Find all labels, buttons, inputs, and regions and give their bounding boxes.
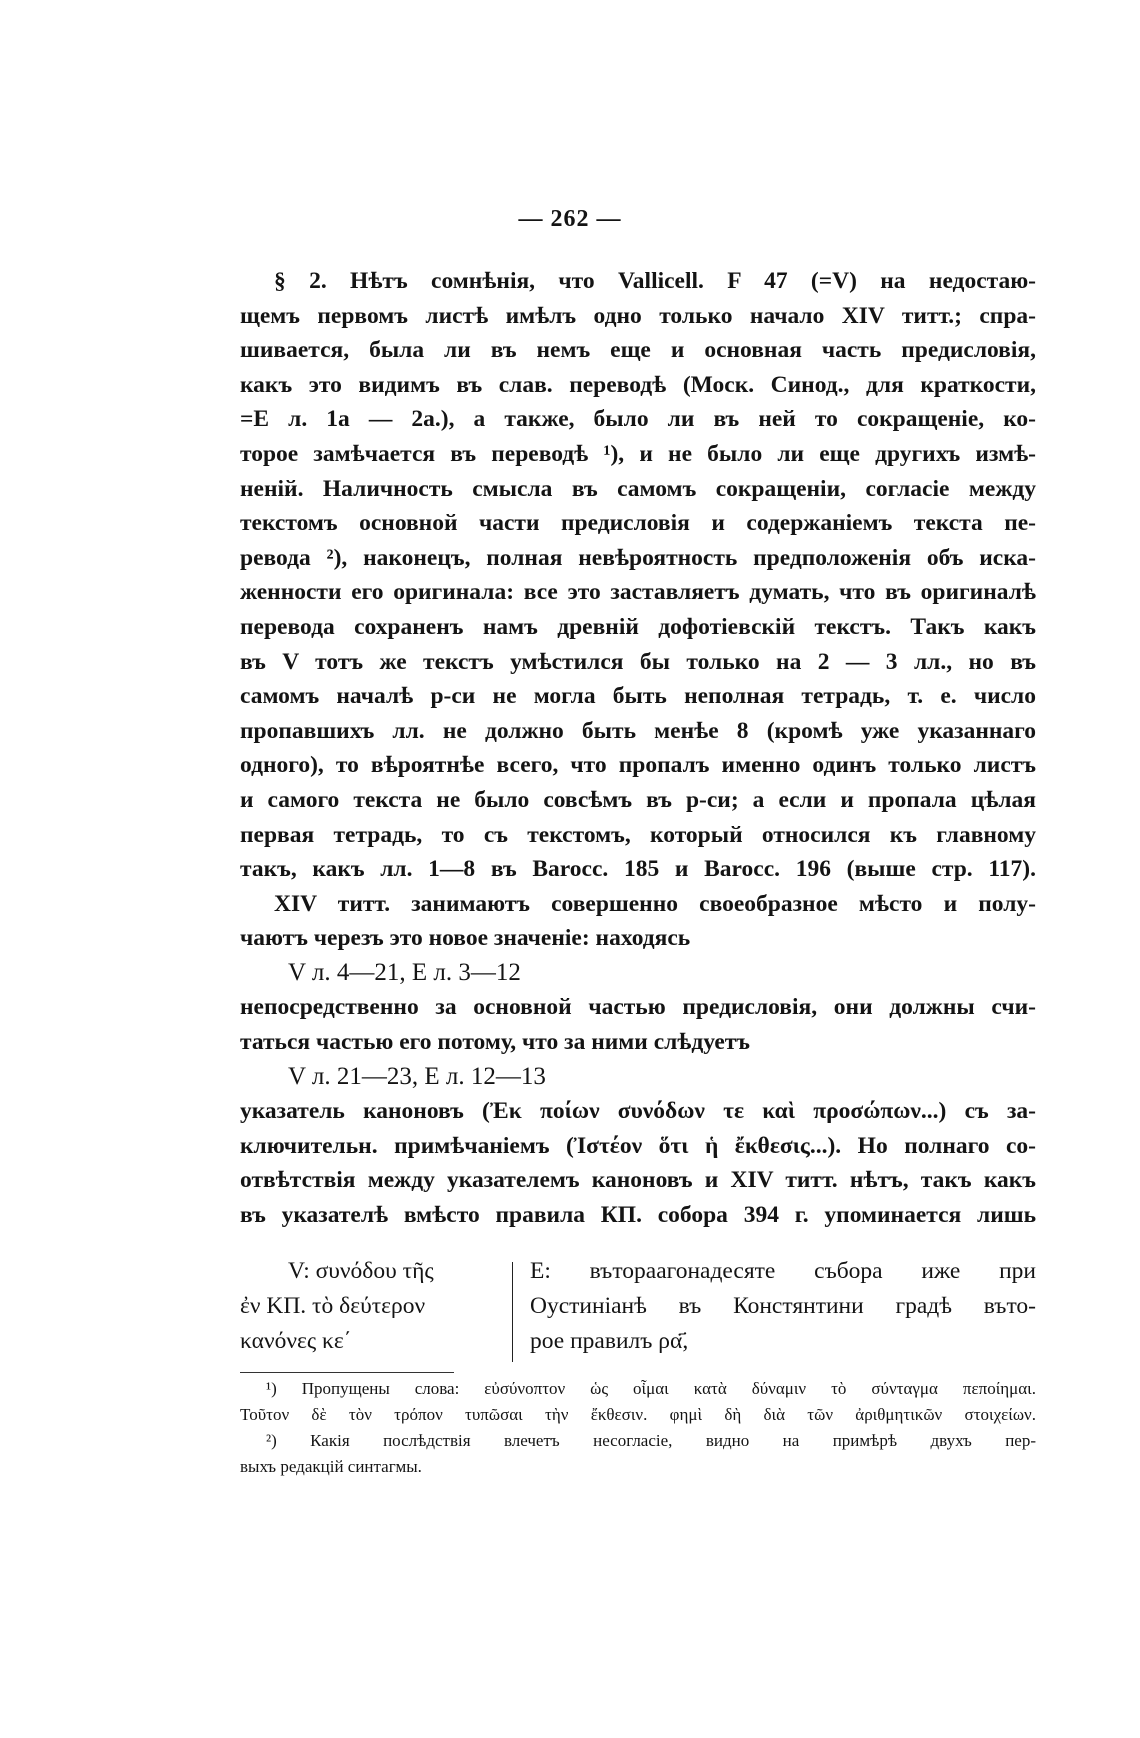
text-line: такъ, какъ лл. 1—8 въ Barocc. 185 и Barocc. 196 (выше стр. 117). xyxy=(240,856,1036,883)
column-line: ἐν ΚΠ. τὸ δεύτερον xyxy=(240,1293,426,1319)
text-line: XIV титт. занимаютъ совершенно своеобразное мѣсто и полу- xyxy=(274,890,1036,917)
folio-reference: V л. 21—23, Е л. 12—13 xyxy=(288,1062,546,1090)
text-line: первая тетрадь, то съ текстомъ, который относился къ главному xyxy=(240,821,1036,848)
column-line: рое правилъ ρα҃, xyxy=(530,1328,689,1354)
text-line: § 2. Нѣтъ сомнѣнія, что Vallicell. F 47 (=V) на недостаю- xyxy=(274,268,1036,294)
text-line: шивается, была ли въ немъ еще и основная часть предисловія, xyxy=(240,337,1036,364)
footnotes xyxy=(240,1376,1036,1480)
greek-column xyxy=(240,1254,505,1359)
text-line: чаютъ черезъ это новое значеніе: находясь xyxy=(240,925,691,952)
footnote-line: выхъ редакцій синтагмы. xyxy=(240,1457,422,1476)
text-line: какъ это видимъ въ слав. переводѣ (Моск. Синод., для краткости, xyxy=(240,371,1036,398)
column-line: κανόνες κε΄ xyxy=(240,1328,352,1354)
text-line: въ V тотъ же текстъ умѣстился бы только на 2 — 3 лл., но въ xyxy=(240,648,1036,675)
footnote-line: ¹) Пропущены слова: εὐσύνοπτον ὡς οἶμαι κατὰ δύναμιν τὸ σύνταγμα πεποίημαι. xyxy=(266,1379,1036,1398)
footnote-line: ²) Какія послѣдствія влечетъ несогласіе, видно на примѣрѣ двухъ пер- xyxy=(266,1431,1036,1450)
text-line: пропавшихъ лл. не должно быть менѣе 8 (кромѣ уже указаннаго xyxy=(240,717,1036,744)
text-line: =Е л. 1а — 2а.), а также, было ли въ ней то сокращеніе, ко- xyxy=(240,406,1036,433)
text-line: женности его оригинала: все это заставляетъ думать, что въ оригиналѣ xyxy=(240,579,1036,606)
column-line: Е: вътораагонадесяте събора иже при xyxy=(530,1258,1036,1284)
footnote-rule xyxy=(240,1372,454,1373)
text-line: перевода сохраненъ намъ древній дофотіевскій текстъ. Такъ какъ xyxy=(240,613,1036,640)
text-line: ревода ²), наконецъ, полная невѣроятность предположенія объ иска- xyxy=(240,544,1036,571)
text-line: текстомъ основной части предисловія и содержаніемъ текста пе- xyxy=(240,510,1036,537)
text-line: самомъ началѣ р-си не могла быть неполная тетрадь, т. е. число xyxy=(240,683,1036,710)
folio-reference: V л. 4—21, Е л. 3—12 xyxy=(288,958,521,986)
text-line: ключительн. примѣчаніемъ (Ἰστέον ὅτι ἡ ἔκθεσις...). Но полнаго со- xyxy=(240,1132,1036,1159)
footnote-line: Τοῦτον δὲ τὸν τρόπον τυπῶσαι τὴν ἔκθεσιν. φημὶ δὴ διὰ τῶν ἀριθμητικῶν στοιχείων. xyxy=(240,1405,1036,1424)
main-text xyxy=(240,264,1036,1233)
text-line: и самого текста не было совсѣмъ въ р-си; а если и пропала цѣлая xyxy=(240,786,1036,813)
text-line: непосредственно за основной частью предисловія, они должны счи- xyxy=(240,994,1036,1021)
column-line: V: συνόδου τῆς xyxy=(288,1258,434,1284)
text-line: неній. Наличность смысла въ самомъ сокращеніи, согласіе между xyxy=(240,475,1036,502)
text-line: щемъ первомъ листѣ имѣлъ одно только начало XIV титт.; спра- xyxy=(240,302,1036,329)
slavonic-column xyxy=(530,1254,1036,1359)
text-line: указатель каноновъ (Ἐκ ποίων συνόδων τε καὶ προσώπων...) съ за- xyxy=(240,1098,1036,1125)
page-number: — 262 — xyxy=(518,206,622,232)
text-line: въ указателѣ вмѣсто правила КП. собора 394 г. упоминается лишь xyxy=(240,1202,1036,1229)
text-line: таться частью его потому, что за ними слѣдуетъ xyxy=(240,1029,751,1056)
text-line: одного), то вѣроятнѣе всего, что пропалъ именно одинъ только листъ xyxy=(240,752,1036,779)
column-line: Оустиніанѣ въ Констянтини градѣ въто- xyxy=(530,1293,1036,1319)
column-divider xyxy=(512,1262,513,1362)
text-line: отвѣтствія между указателемъ каноновъ и XIV титт. нѣтъ, такъ какъ xyxy=(240,1167,1036,1194)
parallel-columns xyxy=(240,1254,1036,1364)
text-line: торое замѣчается въ переводѣ ¹), и не было ли еще другихъ измѣ- xyxy=(240,440,1036,467)
